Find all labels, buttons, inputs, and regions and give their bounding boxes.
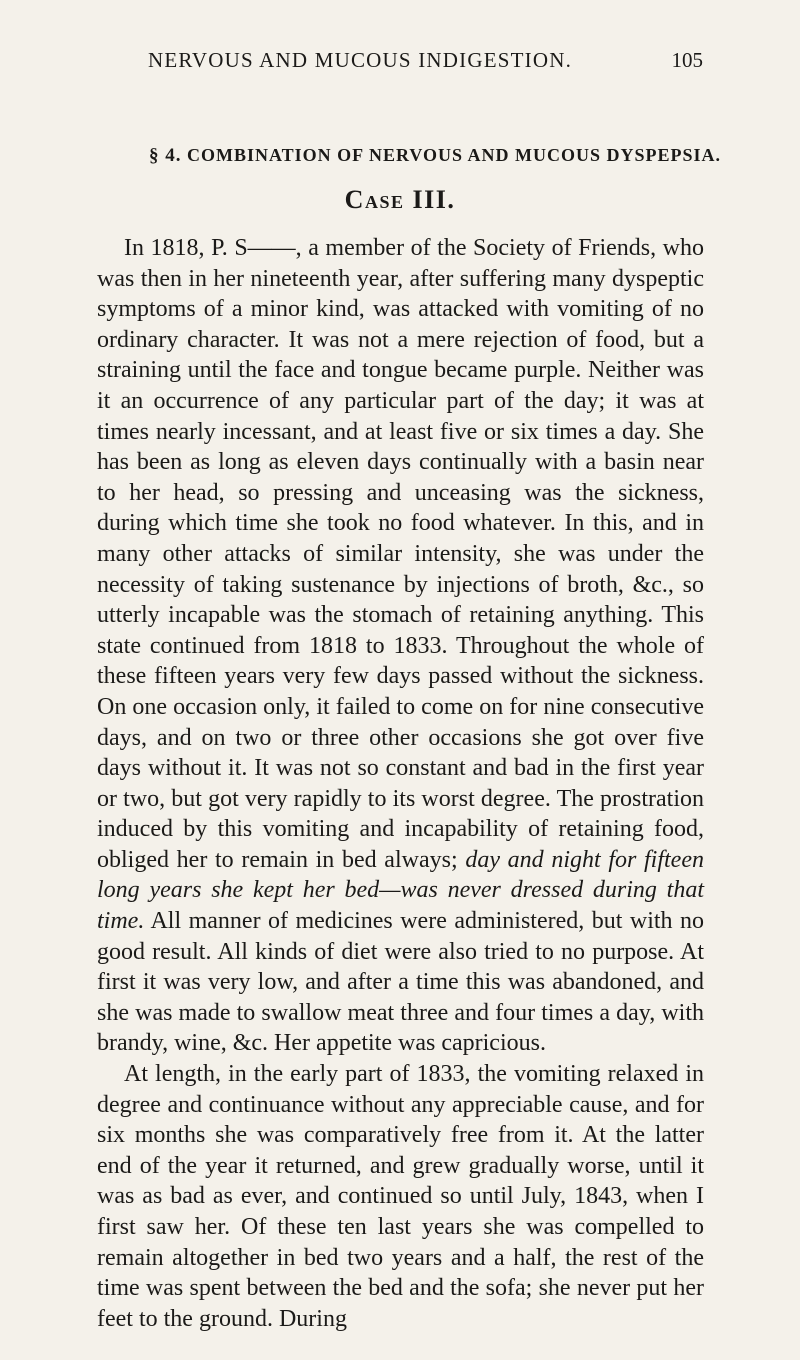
case-heading: Case III. — [344, 185, 456, 215]
paragraph-1-opening: In 1818, P. S——, a member of the Society of Friends, who was then in her nineteenth year, after suffering many dyspeptic symptoms of a minor kind, was attacked with vomiting of no ordinary character. It was not a mere rejection of food, but a straining until the face and tongue became purple. Neither was it an occurrence of any particular part of the day; it was at times nearly incessant, and at least five or six times a day. She has been as long as eleven days continually with a basin near to her head, so pressing and unceasing was the sickness, during which time she took no food whatever. In this, and in many other attacks of similar intensity, she was under the necessity of taking sustenance by injections of broth, &c., so utterly incapable was the stomach of retaining anything. This state continued from 1818 to 1833. Throughout the whole of these fifteen years very few days passed without the sickness. On one occasion only, it failed to come on for nine consecutive days, and on two or three other occasions she got over five days without it. It was not so constant and bad in the first year or two, but got very rapidly to its worst degree. The prostration induced by this vomiting and incapability of retaining food, obliged her to remain in bed always; — [97, 235, 704, 873]
paragraph-1 — [97, 233, 704, 1059]
paragraph-1-closing: All manner of medicines were administered, but with no good result. All kinds of diet were also tried to no purpose. At first it was very low, and after a time this was abandoned, and she was made to swallow meat three and four times a day, with brandy, wine, &c. Her appetite was capricious. — [97, 908, 704, 1057]
section-heading — [149, 144, 722, 167]
running-head-title: NERVOUS AND MUCOUS INDIGESTION. — [148, 48, 573, 72]
running-head — [148, 48, 703, 76]
page-number: 105 — [671, 48, 703, 72]
section-title: COMBINATION OF NERVOUS AND MUCOUS DYSPEPSIA. — [187, 144, 722, 165]
emphasized-passage: day and night for fifteen long years she kept her bed—was never dressed during that time. — [97, 846, 704, 935]
paragraph-2: At length, in the early part of 1833, the vomiting relaxed in degree and continuance without any appreciable cause, and for six months she was comparatively free from it. At the latter end of the year it returned, and grew gradually worse, until it was as bad as ever, and continued so until July, 1843, when I first saw her. Of these ten last years she was compelled to remain altogether in bed two years and a half, the rest of the time was spent between the bed and the sofa; she never put her feet to the ground. During — [97, 1061, 704, 1332]
section-number: § 4. — [149, 144, 182, 166]
case-narrative — [97, 233, 704, 1334]
